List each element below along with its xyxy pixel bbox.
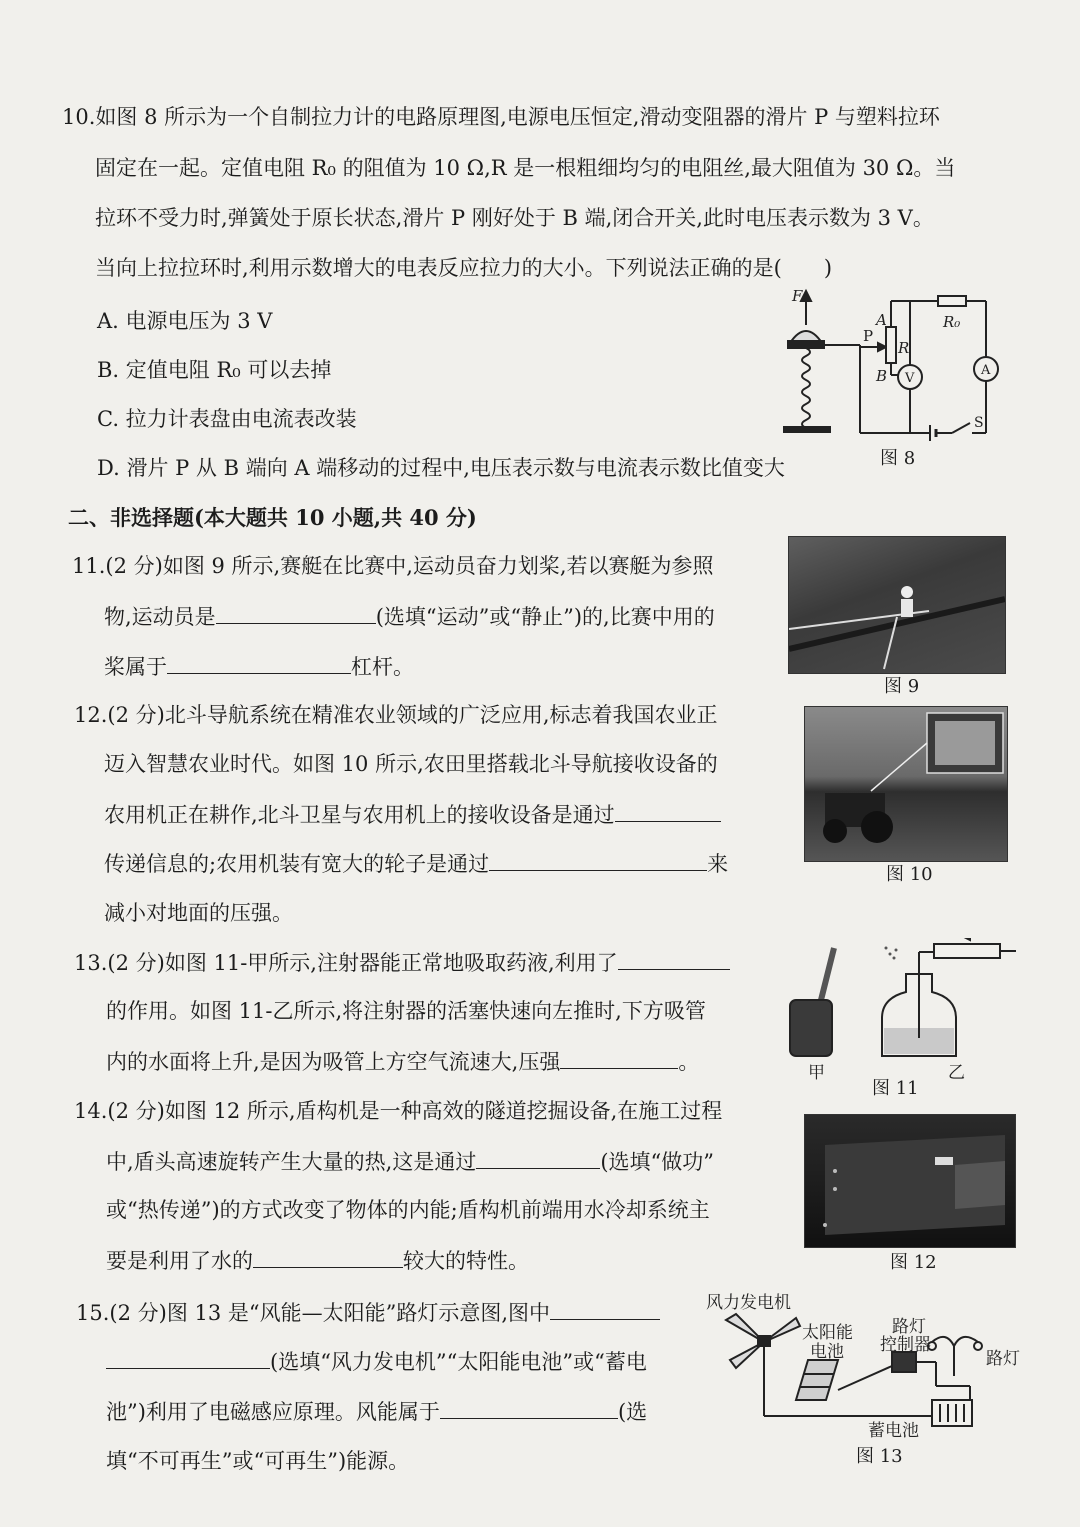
q11-line-3 <box>104 651 414 682</box>
figure-11-caption: 图 11 <box>872 1078 919 1099</box>
q13-text: 。 <box>678 1050 700 1074</box>
figure-12-tunnel-boring-machine-photo <box>804 1114 1016 1248</box>
figure-8-circuit <box>780 285 1010 450</box>
q12-line-3 <box>104 799 721 830</box>
figure-11-syringe-diagram <box>784 938 1024 1088</box>
q12-line-2: 迈入智慧农业时代。如图 10 所示,农田里搭载北斗导航接收设备的 <box>104 752 718 776</box>
q12-line-4 <box>104 848 728 879</box>
figure-13-caption: 图 13 <box>856 1446 903 1467</box>
q11-line-2 <box>104 601 715 632</box>
q15-line-2 <box>106 1346 647 1377</box>
figure-12-caption: 图 12 <box>890 1252 937 1273</box>
q11-line-1: 11.(2 分)如图 9 所示,赛艇在比赛中,运动员奋力划桨,若以赛艇为参照 <box>72 554 714 578</box>
q11-blank-2[interactable] <box>167 651 351 674</box>
fig8-label-ammeter: A <box>981 363 991 378</box>
q11-text: 物,运动员是 <box>104 605 216 629</box>
figure-9-rowing-photo <box>788 536 1006 674</box>
fig13-label-streetlamp: 路灯 <box>986 1349 1020 1369</box>
fig8-label-r: R <box>898 339 910 357</box>
figure-10-caption: 图 10 <box>886 864 933 885</box>
q10-option-b[interactable]: B. 定值电阻 R₀ 可以去掉 <box>97 358 332 382</box>
q12-line-1: 12.(2 分)北斗导航系统在精准农业领域的广泛应用,标志着我国农业正 <box>74 703 718 727</box>
q12-blank-1[interactable] <box>615 799 721 822</box>
fig13-label-controller-2: 控制器 <box>880 1335 931 1355</box>
q12-blank-2[interactable] <box>489 848 707 871</box>
q12-text: 来 <box>707 852 729 876</box>
q14-text: 中,盾头高速旋转产生大量的热,这是通过 <box>106 1150 477 1174</box>
figure-10-tractor-photo <box>804 706 1008 862</box>
fig8-label-v: V <box>905 371 915 386</box>
q15-blank-1[interactable] <box>550 1297 660 1320</box>
q15-line-1 <box>76 1297 660 1328</box>
q15-line-3 <box>106 1396 647 1427</box>
q15-text: (选填“风力发电机”“太阳能电池”或“蓄电 <box>270 1350 647 1374</box>
q10-line-1: 10.如图 8 所示为一个自制拉力计的电路原理图,电源电压恒定,滑动变阻器的滑片 P 与塑料拉环 <box>62 105 940 129</box>
q13-text: 13.(2 分)如图 11-甲所示,注射器能正常地吸取药液,利用了 <box>74 951 618 975</box>
q12-text: 传递信息的;农用机装有宽大的轮子是通过 <box>104 852 490 876</box>
q14-line-3: 或“热传递”)的方式改变了物体的内能;盾构机前端用水冷却系统主 <box>106 1198 710 1222</box>
q11-text: 杠杆。 <box>351 655 414 679</box>
q14-line-4 <box>106 1245 529 1276</box>
q14-text: 要是利用了水的 <box>106 1249 253 1273</box>
fig13-label-solar-2: 电池 <box>810 1342 844 1362</box>
q10-option-c[interactable]: C. 拉力计表盘由电流表改装 <box>97 407 357 431</box>
fig13-label-wind-generator: 风力发电机 <box>706 1293 791 1313</box>
q10-option-a[interactable]: A. 电源电压为 3 V <box>97 309 273 333</box>
q14-line-2 <box>106 1146 714 1177</box>
q15-text: 15.(2 分)图 13 是“风能—太阳能”路灯示意图,图中 <box>76 1301 551 1325</box>
q13-blank-1[interactable] <box>618 947 730 970</box>
q10-line-4: 当向上拉拉环时,利用示数增大的电表反应拉力的大小。下列说法正确的是( ) <box>95 256 833 280</box>
q15-blank-1-continued[interactable] <box>106 1346 270 1369</box>
fig11-label-jia: 甲 <box>808 1063 825 1083</box>
q11-blank-1[interactable] <box>216 601 376 624</box>
figure-8-caption: 图 8 <box>880 448 916 469</box>
q10-option-d[interactable]: D. 滑片 P 从 B 端向 A 端移动的过程中,电压表示数与电流表示数比值变大 <box>97 456 785 480</box>
q15-blank-2[interactable] <box>440 1396 618 1419</box>
fig11-label-yi: 乙 <box>948 1063 965 1083</box>
q15-text: 池”)利用了电磁感应原理。风能属于 <box>106 1400 440 1424</box>
q11-text: (选填“运动”或“静止”)的,比赛中用的 <box>375 605 715 629</box>
q10-line-3: 拉环不受力时,弹簧处于原长状态,滑片 P 刚好处于 B 端,闭合开关,此时电压表示数为 3 V。 <box>95 206 934 230</box>
fig8-label-b: B <box>876 367 888 385</box>
q13-text: 内的水面将上升,是因为吸管上方空气流速大,压强 <box>106 1050 561 1074</box>
q13-line-3 <box>106 1046 699 1077</box>
q12-line-5: 减小对地面的压强。 <box>104 901 293 925</box>
q13-blank-2[interactable] <box>560 1046 678 1069</box>
q14-line-1: 14.(2 分)如图 12 所示,盾构机是一种高效的隧道挖掘设备,在施工过程 <box>74 1099 723 1123</box>
q10-line-2: 固定在一起。定值电阻 R₀ 的阻值为 10 Ω,R 是一根粗细均匀的电阻丝,最大阻值为 30 Ω。当 <box>95 156 956 180</box>
q13-line-2: 的作用。如图 11-乙所示,将注射器的活塞快速向左推时,下方吸管 <box>106 999 706 1023</box>
q14-blank-1[interactable] <box>476 1146 600 1169</box>
fig8-label-s: S <box>974 415 984 431</box>
q15-line-4: 填“不可再生”或“可再生”)能源。 <box>106 1449 410 1473</box>
q13-line-1 <box>74 947 730 978</box>
fig13-label-solar-1: 太阳能 <box>802 1323 853 1343</box>
figure-13-wind-solar-streetlight <box>706 1290 1026 1450</box>
fig13-label-battery: 蓄电池 <box>868 1421 919 1441</box>
fig13-label-controller-1: 路灯 <box>892 1317 926 1337</box>
q15-text: (选 <box>617 1400 648 1424</box>
fig8-label-r0: R₀ <box>943 313 961 331</box>
q14-blank-2[interactable] <box>253 1245 403 1268</box>
q14-text: (选填“做功” <box>600 1150 715 1174</box>
q14-text: 较大的特性。 <box>403 1249 529 1273</box>
q12-text: 农用机正在耕作,北斗卫星与农用机上的接收设备是通过 <box>104 803 615 827</box>
fig8-label-p: P <box>863 327 874 345</box>
q11-text: 桨属于 <box>104 655 167 679</box>
fig8-label-f: F <box>792 287 803 305</box>
section-2-title: 二、非选择题(本大题共 10 小题,共 40 分) <box>68 505 477 530</box>
fig8-label-a: A <box>876 311 887 329</box>
figure-9-caption: 图 9 <box>884 676 920 697</box>
